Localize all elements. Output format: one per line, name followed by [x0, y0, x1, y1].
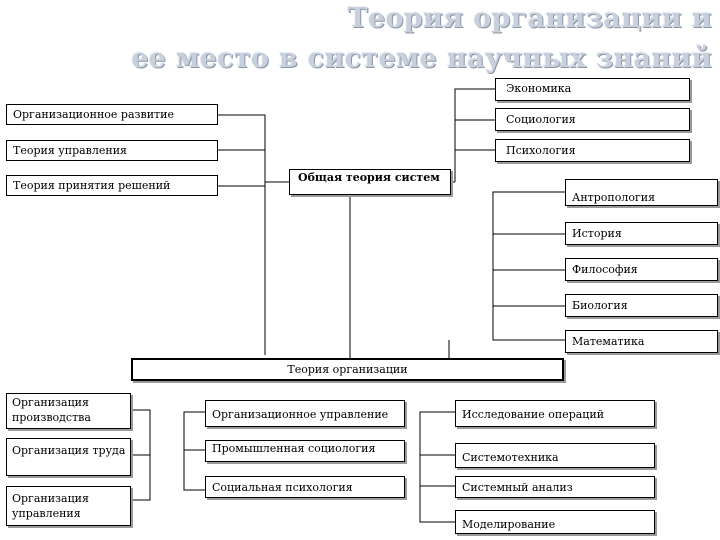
box-decision-theory: Теория принятия решений	[6, 175, 218, 196]
box-philosophy: Философия	[565, 258, 718, 281]
box-history: История	[565, 222, 718, 245]
box-economics: Экономика	[495, 78, 690, 101]
box-systems-analysis: Системный анализ	[455, 476, 655, 498]
box-industrial-sociology: Промышленная социология	[205, 440, 405, 462]
box-social-psychology: Социальная психология	[205, 476, 405, 498]
box-management-organization: Организация управления	[6, 486, 131, 526]
box-labor-organization: Организация труда	[6, 438, 131, 476]
box-anthropology: Антропология	[565, 179, 718, 206]
box-sociology: Социология	[495, 108, 690, 131]
box-organizational-development: Организационное развитие	[6, 104, 218, 125]
box-organization-theory: Теория организации	[131, 358, 564, 381]
box-operations-research: Исследование операций	[455, 400, 655, 427]
connector-col2	[184, 412, 205, 490]
box-management-theory: Теория управления	[6, 140, 218, 161]
box-general-systems-theory: Общая теория систем	[289, 169, 451, 195]
box-biology: Биология	[565, 294, 718, 317]
connector-col3	[420, 412, 455, 522]
title-line-2: ее место в системе научных знаний	[131, 43, 712, 74]
box-organizational-management: Организационное управление	[205, 400, 405, 427]
connector-right-lower	[493, 192, 565, 340]
box-modeling: Моделирование	[455, 510, 655, 534]
box-mathematics: Математика	[565, 330, 718, 353]
connector-right-top	[455, 89, 495, 182]
box-psychology: Психология	[495, 139, 690, 162]
box-systems-engineering: Системотехника	[455, 443, 655, 468]
connector-left-1	[218, 115, 265, 355]
title-line-1: Теория организации и	[347, 3, 712, 34]
box-production-organization: Организация производства	[6, 393, 131, 429]
